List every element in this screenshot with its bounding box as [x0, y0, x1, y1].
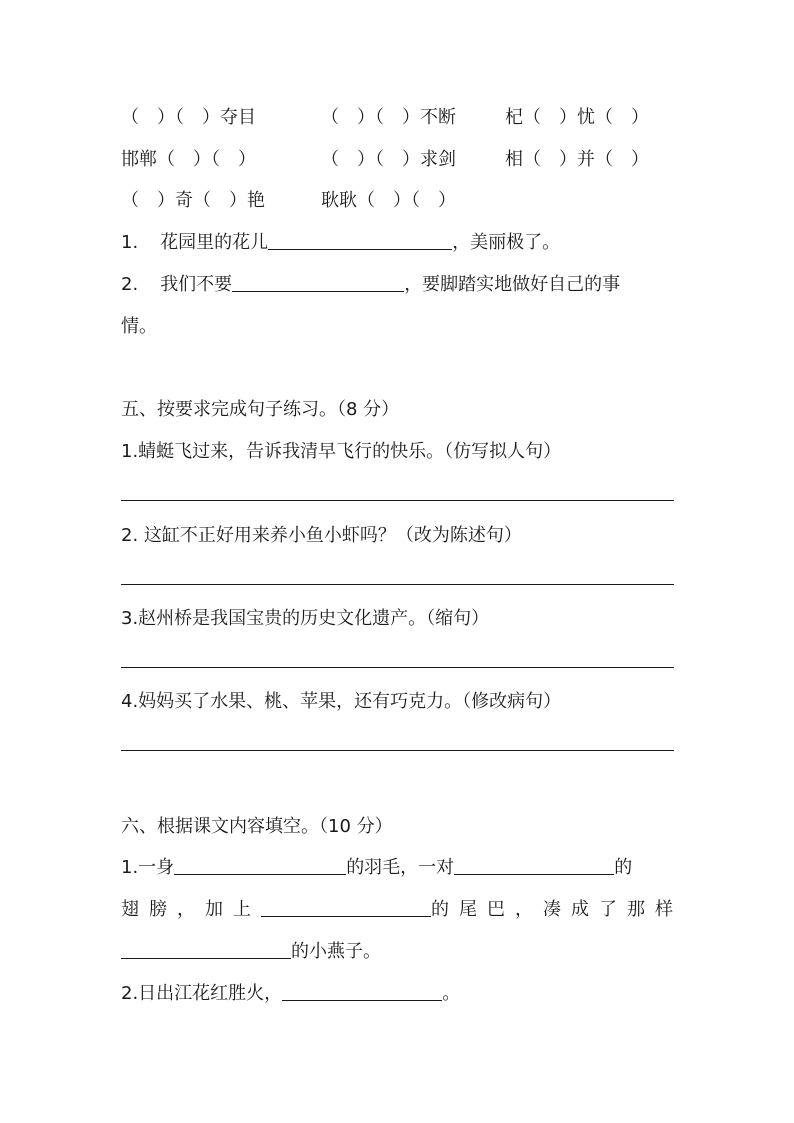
text: 的尾巴，凑成了那样	[431, 899, 683, 920]
recite-item-1-cont	[121, 898, 683, 922]
answer-blank[interactable]	[261, 898, 431, 917]
fill-sentence-1	[121, 231, 560, 255]
answer-blank[interactable]	[268, 231, 452, 250]
answer-line[interactable]	[121, 584, 674, 585]
text: 1.一身	[121, 857, 175, 878]
sentence-text: ，美丽极了。	[452, 232, 561, 253]
idiom-blank[interactable]: 邯郸（ ）（ ）	[121, 149, 256, 170]
item-number: 2.	[121, 274, 139, 295]
answer-blank[interactable]	[282, 982, 442, 1001]
idiom-blank[interactable]: （ ）（ ）夺目	[121, 107, 256, 128]
idiom-row-1	[121, 106, 649, 130]
answer-line[interactable]	[121, 667, 674, 668]
idiom-blank[interactable]: （ ）（ ）不断	[321, 107, 456, 128]
recite-item-1-cont2	[121, 940, 381, 964]
item-number: 1.	[121, 232, 139, 253]
text: 的羽毛，一对	[346, 857, 455, 878]
answer-blank[interactable]	[121, 940, 291, 959]
answer-line[interactable]	[121, 750, 674, 751]
idiom-row-3	[121, 189, 456, 213]
idiom-row-2	[121, 148, 649, 172]
sentence-text: 花园里的花儿	[160, 232, 269, 253]
idiom-blank[interactable]: （ ）（ ）求剑	[321, 149, 456, 170]
idiom-blank[interactable]: 相（ ）并（ ）	[505, 149, 649, 170]
answer-blank[interactable]	[232, 273, 404, 292]
sentence-continuation: 情。	[121, 316, 157, 337]
fill-sentence-2	[121, 273, 620, 297]
sentence-text: ，要脚踏实地做好自己的事	[404, 274, 621, 295]
exercise-prompt-1: 1.蜻蜓飞过来，告诉我清早飞行的快乐。（仿写拟人句）	[121, 441, 562, 462]
idiom-blank[interactable]: 耿耿（ ）（ ）	[321, 190, 456, 211]
text: 翅膀，加上	[121, 899, 261, 920]
text: 的	[614, 857, 633, 878]
section-6-heading: 六、根据课文内容填空。（10 分）	[121, 816, 393, 837]
recite-item-1	[121, 856, 632, 880]
recite-item-2	[121, 982, 460, 1006]
exercise-prompt-3: 3.赵州桥是我国宝贵的历史文化遗产。（缩句）	[121, 608, 490, 629]
exercise-prompt-2: 2. 这缸不正好用来养小鱼小虾吗？（改为陈述句）	[121, 525, 522, 546]
sentence-text: 我们不要	[160, 274, 233, 295]
text: 。	[442, 983, 461, 1004]
text: 2.日出江花红胜火，	[121, 983, 283, 1004]
text: 的小燕子。	[291, 941, 381, 962]
exercise-prompt-4: 4.妈妈买了水果、桃、苹果，还有巧克力。（修改病句）	[121, 691, 562, 712]
idiom-blank[interactable]: （ ）奇（ ）艳	[121, 190, 265, 211]
answer-blank[interactable]	[174, 856, 346, 875]
answer-line[interactable]	[121, 500, 674, 501]
idiom-blank[interactable]: 杞（ ）忧（ ）	[505, 107, 649, 128]
section-5-heading: 五、按要求完成句子练习。（8 分）	[121, 399, 400, 420]
answer-blank[interactable]	[454, 856, 614, 875]
